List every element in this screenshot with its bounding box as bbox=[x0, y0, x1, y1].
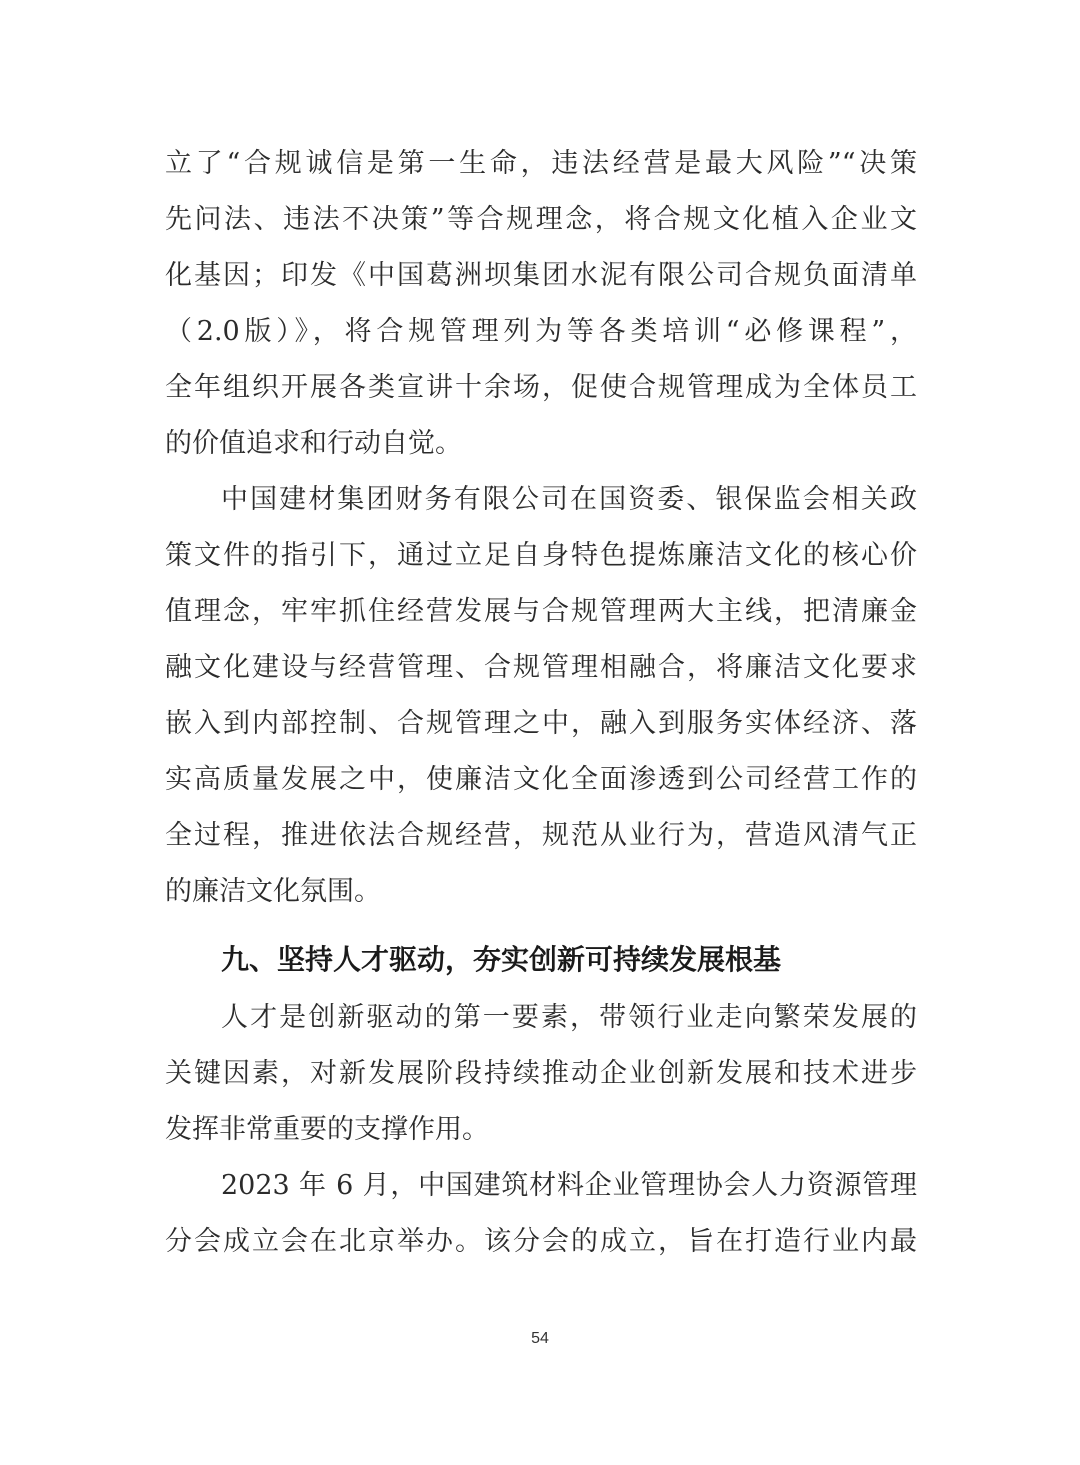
text-line: 的价值追求和行动自觉。 bbox=[165, 428, 462, 459]
text-line: 策文件的指引下，通过立足自身特色提炼廉洁文化的核心价 bbox=[165, 540, 917, 571]
paragraph-compliance-culture bbox=[165, 136, 917, 472]
text-line: 全年组织开展各类宣讲十余场，促使合规管理成为全体员工 bbox=[165, 372, 917, 403]
section-heading: 九、坚持人才驱动，夯实创新可持续发展根基 bbox=[221, 943, 782, 976]
text-line: 融文化建设与经营管理、合规管理相融合，将廉洁文化要求 bbox=[165, 652, 917, 683]
text-line: 先问法、违法不决策”等合规理念，将合规文化植入企业文 bbox=[165, 204, 917, 235]
text-line: 关键因素，对新发展阶段持续推动企业创新发展和技术进步 bbox=[165, 1058, 917, 1089]
text-line: 分会成立会在北京举办。该分会的成立，旨在打造行业内最 bbox=[165, 1226, 917, 1257]
page-body bbox=[165, 136, 917, 1270]
text-line: 全过程，推进依法合规经营，规范从业行为，营造风清气正 bbox=[165, 820, 917, 851]
text-line: 人才是创新驱动的第一要素，带领行业走向繁荣发展的 bbox=[221, 1002, 917, 1033]
text-line: 中国建材集团财务有限公司在国资委、银保监会相关政 bbox=[221, 484, 917, 515]
text-line: 嵌入到内部控制、合规管理之中，融入到服务实体经济、落 bbox=[165, 708, 917, 739]
text-line: 立了“合规诚信是第一生命，违法经营是最大风险”“决策 bbox=[165, 148, 917, 179]
page-number: 54 bbox=[531, 1330, 549, 1347]
text-line: 的廉洁文化氛围。 bbox=[165, 876, 381, 907]
text-line: 化基因；印发《中国葛洲坝集团水泥有限公司合规负面清单 bbox=[165, 260, 917, 291]
paragraph-finance-company bbox=[165, 472, 917, 920]
paragraph-hr-branch bbox=[165, 1158, 917, 1270]
text-line: （2.0版）》，将合规管理列为等各类培训“必修课程”， bbox=[165, 316, 917, 347]
text-line: 发挥非常重要的支撑作用。 bbox=[165, 1114, 489, 1145]
paragraph-talent bbox=[165, 990, 917, 1158]
text-line: 值理念，牢牢抓住经营发展与合规管理两大主线，把清廉金 bbox=[165, 596, 917, 627]
text-line: 实高质量发展之中，使廉洁文化全面渗透到公司经营工作的 bbox=[165, 764, 917, 795]
text-line: 2023 年 6 月，中国建筑材料企业管理协会人力资源管理 bbox=[221, 1170, 917, 1201]
